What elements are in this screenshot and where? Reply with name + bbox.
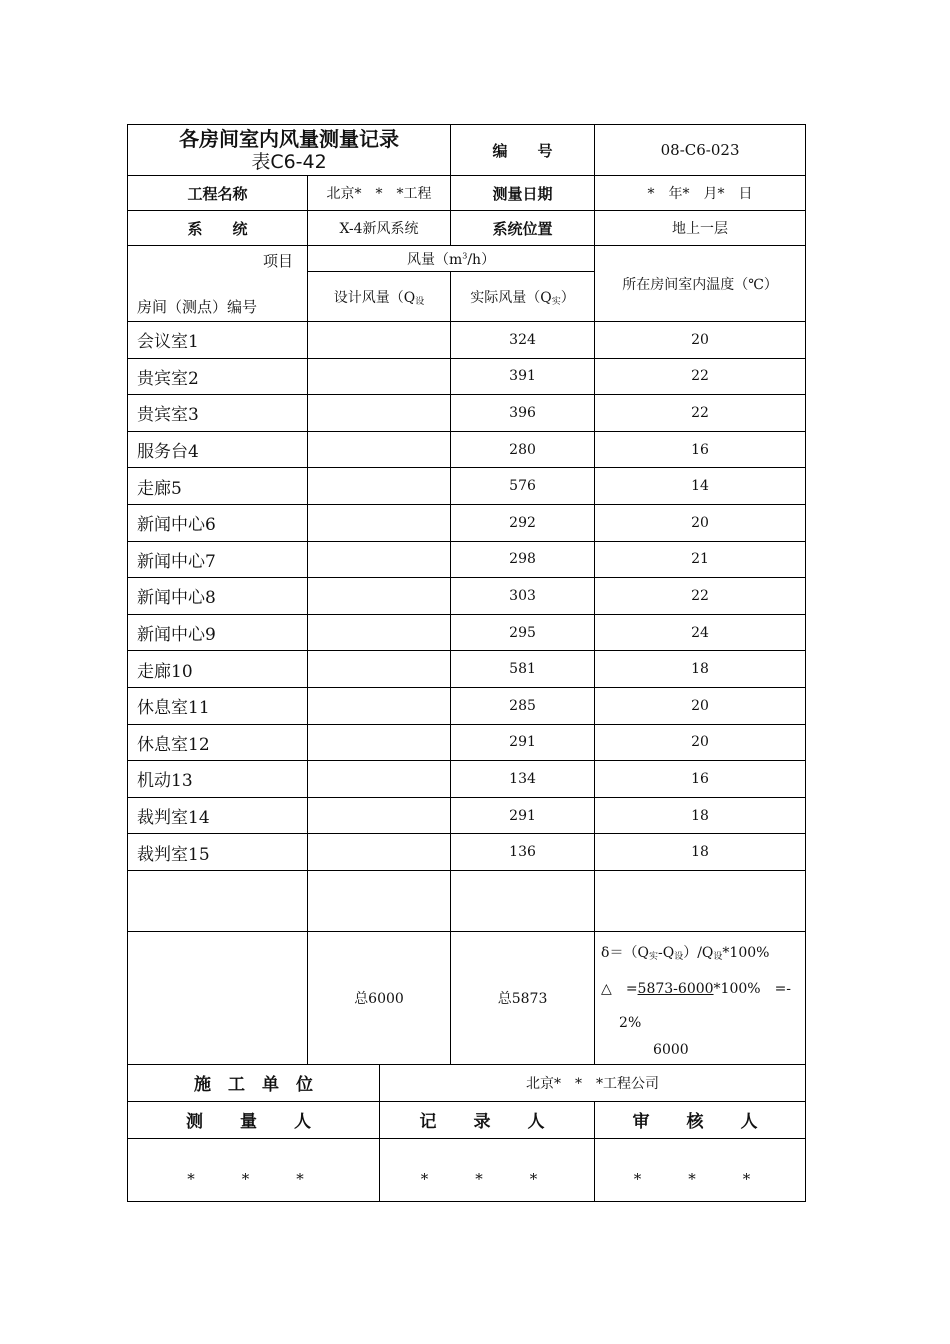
title-row <box>128 125 806 176</box>
signature-row <box>128 1138 806 1201</box>
temp-value: 22 <box>595 395 806 432</box>
temp-value: 22 <box>595 358 806 395</box>
design-value <box>308 468 451 505</box>
item-header: 项目 <box>262 252 293 270</box>
actual-value: 292 <box>451 504 595 541</box>
table-row <box>128 431 806 468</box>
record-table <box>127 124 806 1202</box>
temp-value: 21 <box>595 541 806 578</box>
blank-cell <box>451 870 595 931</box>
actual-total: 总5873 <box>451 931 595 1064</box>
formula-line-1: $\delta=(Q_实-Q_设)/Q_设*100\%$ <box>601 944 770 962</box>
room-name: 新闻中心8 <box>128 578 308 615</box>
measurer-signature: * * * <box>128 1138 380 1201</box>
table-row <box>128 651 806 688</box>
actual-value: 396 <box>451 395 595 432</box>
actual-value: 285 <box>451 687 595 724</box>
table-row <box>128 504 806 541</box>
temp-value: 20 <box>595 724 806 761</box>
actual-value: 280 <box>451 431 595 468</box>
actual-value: 576 <box>451 468 595 505</box>
table-row <box>128 468 806 505</box>
recorder-signature: * * * <box>380 1138 595 1201</box>
design-value <box>308 797 451 834</box>
temp-value: 24 <box>595 614 806 651</box>
actual-header: 实际风量$(Q_实)$ <box>451 272 595 322</box>
room-name: 走廊10 <box>128 651 308 688</box>
actual-value: 324 <box>451 322 595 359</box>
design-value <box>308 651 451 688</box>
design-value <box>308 322 451 359</box>
room-name: 贵宾室3 <box>128 395 308 432</box>
blank-cell <box>128 870 308 931</box>
design-value <box>308 358 451 395</box>
system-value: X-4新风系统 <box>308 211 451 246</box>
table-row <box>128 395 806 432</box>
room-name: 裁判室15 <box>128 834 308 871</box>
table-row <box>128 578 806 615</box>
actual-value: 291 <box>451 724 595 761</box>
temp-header: 所在房间室内温度（℃） <box>595 246 806 322</box>
formula-line-2: △ =5873-6000*100% =- <box>601 980 792 997</box>
temp-value: 16 <box>595 761 806 798</box>
room-name: 新闻中心7 <box>128 541 308 578</box>
design-value <box>308 431 451 468</box>
airflow-record-form <box>127 124 805 1202</box>
room-name: 走廊5 <box>128 468 308 505</box>
design-value <box>308 578 451 615</box>
form-code: 表C6-42 <box>251 151 327 173</box>
design-value <box>308 614 451 651</box>
date-label: 测量日期 <box>451 176 595 211</box>
contractor-label: 施 工 单 位 <box>128 1064 380 1101</box>
actual-value: 291 <box>451 797 595 834</box>
totals-row <box>128 931 806 1064</box>
room-name: 休息室12 <box>128 724 308 761</box>
room-id-header: 房间（测点）编号 <box>137 298 258 316</box>
design-value <box>308 504 451 541</box>
formula-line-3: 2% <box>619 1014 642 1031</box>
temp-value: 14 <box>595 468 806 505</box>
location-label: 系统位置 <box>451 211 595 246</box>
temp-value: 20 <box>595 504 806 541</box>
temp-value: 18 <box>595 834 806 871</box>
signature-label-row <box>128 1101 806 1138</box>
temp-value: 20 <box>595 687 806 724</box>
actual-value: 581 <box>451 651 595 688</box>
measurer-label: 测 量 人 <box>128 1101 380 1138</box>
header-row-1 <box>128 246 806 272</box>
project-value: 北京* * *工程 <box>308 176 451 211</box>
table-row <box>128 761 806 798</box>
design-value <box>308 724 451 761</box>
design-header: 设计风量（$Q_设$ <box>308 272 451 322</box>
room-name: 会议室1 <box>128 322 308 359</box>
room-name: 裁判室14 <box>128 797 308 834</box>
actual-value: 295 <box>451 614 595 651</box>
reviewer-label: 审 核 人 <box>595 1101 806 1138</box>
contractor-row <box>128 1064 806 1101</box>
table-row <box>128 724 806 761</box>
actual-value: 303 <box>451 578 595 615</box>
temp-value: 16 <box>595 431 806 468</box>
recorder-label: 记 录 人 <box>380 1101 595 1138</box>
airflow-group-header: 风量$(m^3/h)$ <box>308 246 595 272</box>
contractor-value: 北京* * *工程公司 <box>380 1064 806 1101</box>
temp-value: 22 <box>595 578 806 615</box>
location-value: 地上一层 <box>595 211 806 246</box>
design-value <box>308 761 451 798</box>
system-row <box>128 211 806 246</box>
deviation-formula <box>595 931 806 1064</box>
room-name: 机动13 <box>128 761 308 798</box>
totals-blank-cell <box>128 931 308 1064</box>
title-cell <box>128 125 451 176</box>
room-name: 新闻中心9 <box>128 614 308 651</box>
item-header-cell <box>128 246 308 322</box>
table-row <box>128 322 806 359</box>
number-value: 08-C6-023 <box>595 125 806 176</box>
temp-value: 18 <box>595 797 806 834</box>
table-row <box>128 834 806 871</box>
temp-value: 20 <box>595 322 806 359</box>
design-value <box>308 541 451 578</box>
room-name: 服务台4 <box>128 431 308 468</box>
formula-line-4: 6000 <box>653 1041 689 1058</box>
design-total: 总6000 <box>308 931 451 1064</box>
room-name: 新闻中心6 <box>128 504 308 541</box>
project-label: 工程名称 <box>128 176 308 211</box>
actual-value: 298 <box>451 541 595 578</box>
actual-value: 134 <box>451 761 595 798</box>
design-value <box>308 834 451 871</box>
blank-cell <box>308 870 451 931</box>
design-value <box>308 395 451 432</box>
table-row <box>128 541 806 578</box>
table-row <box>128 614 806 651</box>
table-row <box>128 358 806 395</box>
room-name: 休息室11 <box>128 687 308 724</box>
date-value: * 年* 月* 日 <box>595 176 806 211</box>
table-row <box>128 687 806 724</box>
system-label: 系 统 <box>128 211 308 246</box>
actual-value: 136 <box>451 834 595 871</box>
actual-value: 391 <box>451 358 595 395</box>
number-label: 编 号 <box>451 125 595 176</box>
project-row <box>128 176 806 211</box>
blank-row <box>128 870 806 931</box>
design-value <box>308 687 451 724</box>
room-name: 贵宾室2 <box>128 358 308 395</box>
form-title: 各房间室内风量测量记录 <box>179 127 400 151</box>
table-row <box>128 797 806 834</box>
temp-value: 18 <box>595 651 806 688</box>
reviewer-signature: * * * <box>595 1138 806 1201</box>
blank-cell <box>595 870 806 931</box>
